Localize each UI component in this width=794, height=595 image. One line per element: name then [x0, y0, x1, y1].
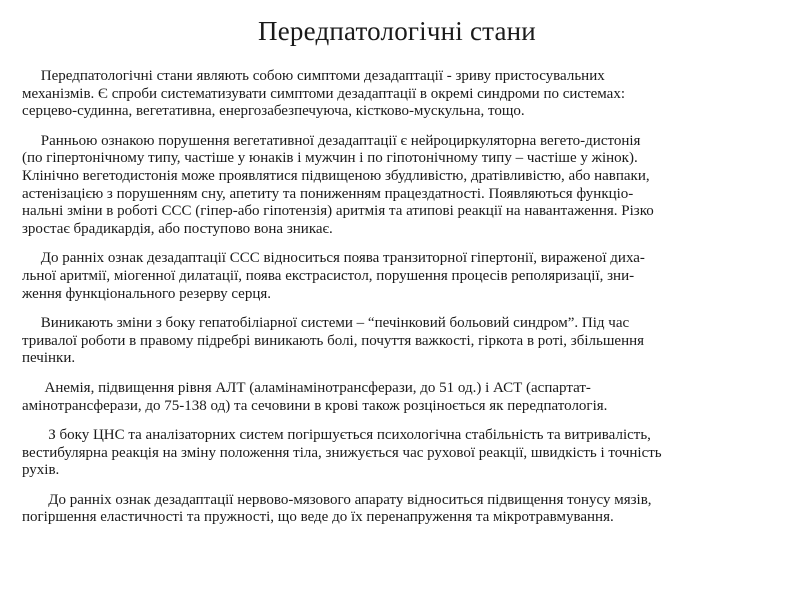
text-line: До ранніх ознак дезадаптації ССС відноситься поява транзиторної гіпертонії, вираженої диха-: [22, 250, 645, 267]
paragraph-neuromuscular: [22, 492, 778, 527]
paragraph-cns: [22, 427, 778, 480]
text-line: Виникають зміни з боку гепатобіліарної системи – “печінковий больовий синдром”. Під час: [22, 315, 630, 332]
text-line: зростає брадикардія, або поступово вона зникає.: [22, 220, 333, 237]
paragraph-anemia: [22, 380, 778, 415]
text-line: вестибулярна реакція на зміну положення тіла, знижується час рухової реакції, швидкість і точність: [22, 444, 662, 461]
text-line: (по гіпертонічному типу, частіше у юнаків і мужчин і по гіпотонічному типу – частіше у жінок).: [22, 150, 638, 167]
text-line: серцево-судинна, вегетативна, енергозабезпечуюча, кістково-мускульна, тощо.: [22, 103, 525, 120]
paragraph-hepatobiliary: [22, 315, 778, 368]
text-line: льної аритмії, міогенної дилатації, поява екстрасистол, порушення процесів реполяризації, зни-: [22, 267, 635, 284]
paragraph-intro: [22, 68, 778, 121]
text-line: Ранньою ознакою порушення вегетативної дезадаптації є нейроциркуляторна вегето-дистонія: [22, 132, 641, 149]
text-line: погіршення еластичності та пружності, що веде до їх перенапруження та мікротравмування.: [22, 509, 614, 526]
text-line: Передпатологічні стани являють собою симптоми дезадаптації - зриву пристосувальних: [22, 68, 605, 84]
text-line: Клінічно вегетодистонія може проявлятися підвищеною збудливістю, дратівливістю, або навпаки,: [22, 167, 650, 184]
text-line: нальні зміни в роботі ССС (гіпер-або гіпотензія) аритмія та атипові реакції на навантаження. Різко: [22, 203, 654, 220]
text-line: печінки.: [22, 350, 76, 367]
paragraph-cardiovascular: [22, 250, 778, 303]
text-line: Анемія, підвищення рівня АЛТ (аламінамінотрансферази, до 51 од.) і АСТ (аспартат-: [22, 379, 591, 396]
page-title: Передпатологічні стани: [258, 16, 536, 46]
text-line: амінотрансферази, до 75-138 од) та сечовини в крові також розціноється як передпатологія.: [22, 397, 608, 414]
text-line: тривалої роботи в правому підребрі виникають болі, почуття важкості, гіркота в роті, збільшення: [22, 332, 645, 349]
text-line: З боку ЦНС та аналізаторних систем погіршується психологічна стабільність та витривалість,: [22, 427, 651, 444]
paragraph-vegetative: [22, 133, 778, 239]
text-line: рухів.: [22, 462, 60, 479]
text-line: До ранніх ознак дезадаптації нервово-мязового апарату відноситься підвищення тонусу мязів,: [22, 491, 652, 508]
text-line: механізмів. Є спроби систематизувати симптоми дезадаптації в окремі синдроми по системах:: [22, 85, 625, 102]
text-line: астенізацією з порушенням сну, апетиту та пониженням працездатності. Появляються функціо-: [22, 185, 634, 202]
body-text: [22, 68, 778, 539]
text-line: ження функціонального резерву серця.: [22, 285, 272, 302]
